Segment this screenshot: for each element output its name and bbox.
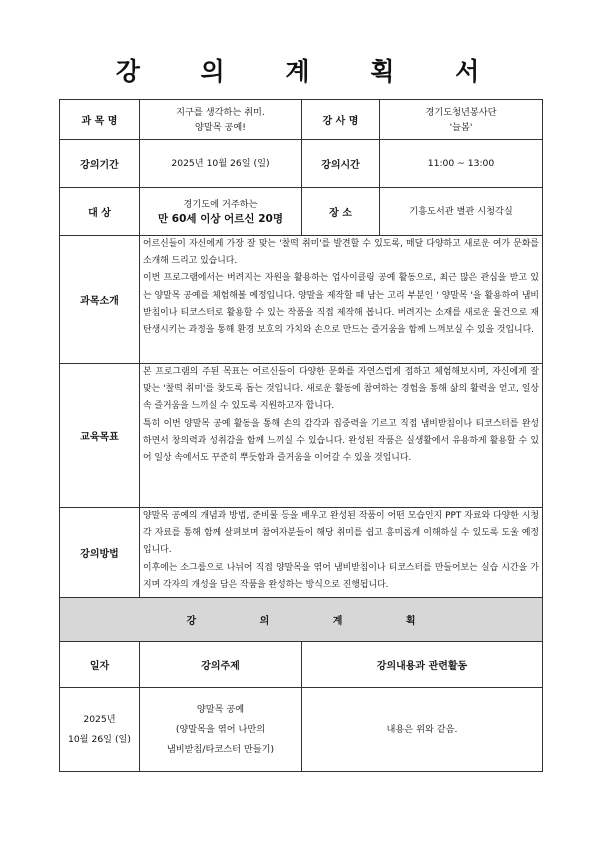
period-row: [60, 140, 543, 188]
target-label: 대 상: [60, 188, 140, 236]
goal-text: [140, 364, 543, 508]
intro-text: [140, 236, 543, 364]
instructor-value: [380, 100, 543, 140]
course-value: [140, 100, 302, 140]
target-row: [60, 188, 543, 236]
plan-row-date-line2: 10월 26일 (일): [67, 733, 132, 745]
goal-label: 교육목표: [60, 364, 140, 508]
plan-row-date-line1: 2025년: [83, 713, 116, 725]
method-text: [140, 508, 543, 598]
intro-paragraph-2: 이번 프로그램에서는 버려지는 자원을 활용하는 업사이클링 공예 활동으로, 최근 많은 관심을 받고 있는 양말목 공예를 체험해볼 예정입니다. 양말을 제작할 때 남는 고리 부분인 ' 양말목 '을 활용하여 냄비받침이나 티코스터로 활용할 수 있는 작품을 직접 제작해 봅니다. 버려지는 소재를 새로운 물건으로 재탄생시키는 과정을 통해 환경 보호의 가치와 손으로 만드는 즐거움을 함께 느껴보실 수 있을 것입니다.: [143, 273, 539, 336]
target-value: [140, 188, 302, 236]
plan-row-content: 내용은 위와 같음.: [302, 688, 543, 772]
plan-header-topic: 강의주제: [140, 642, 302, 688]
plan-row-topic-line2: (양말목을 엮어 나만의: [175, 723, 266, 735]
plan-band-row: [60, 598, 543, 642]
instructor-line1: 경기도청년봉사단: [425, 106, 497, 118]
plan-row-topic-line1: 양말목 공예: [196, 703, 245, 715]
plan-header-row: [60, 642, 543, 688]
method-label: 강의방법: [60, 508, 140, 598]
place-label: 장 소: [302, 188, 380, 236]
plan-row-topic-line3: 냄비받침/타코스터 만들기): [166, 743, 275, 755]
lecture-plan-table: [59, 99, 543, 772]
plan-row-date: [60, 688, 140, 772]
course-row: [60, 100, 543, 140]
period-value: 2025년 10월 26일 (일): [140, 140, 302, 188]
method-paragraph-2: 이후에는 소그룹으로 나뉘어 직접 양말목을 엮어 냄비받침이나 티코스터를 만들어보는 실습 시간을 가지며 각자의 개성을 담은 작품을 완성하는 방식으로 진행됩니다.: [143, 562, 539, 590]
course-label: 과 목 명: [60, 100, 140, 140]
place-value: 기흥도서관 별관 시청각실: [380, 188, 543, 236]
plan-row: [60, 688, 543, 772]
time-value: 11:00 ~ 13:00: [380, 140, 543, 188]
target-line2: 만 60세 이상 어르신 20명: [158, 212, 283, 225]
target-line1: 경기도에 거주하는: [183, 198, 258, 210]
goal-paragraph-2: 특히 이번 양말목 공예 활동을 통해 손의 감각과 집중력을 기르고 직접 냄비받침이나 티코스터를 완성하면서 창의력과 성취감을 함께 느끼실 수 있습니다. 완성된 작품은 실생활에서 유용하게 활용할 수 있어 일상 속에서도 꾸준히 뿌듯함과 즐거움을 이어갈 수 있을 것입니다.: [143, 418, 539, 464]
course-value-line1: 지구를 생각하는 취미.: [176, 106, 265, 118]
intro-row: [60, 236, 543, 364]
plan-header-date: 일자: [60, 642, 140, 688]
method-paragraph-1: 양말목 공예의 개념과 방법, 준비물 등을 배우고 완성된 작품이 어떤 모습인지 PPT 자료와 다양한 시청각 자료를 통해 함께 살펴보며 참여자분들이 해당 취미를 쉽고 흥미롭게 이해하실 수 있도록 도울 예정입니다.: [143, 511, 539, 556]
goal-paragraph-1: 본 프로그램의 주된 목표는 어르신들이 다양한 문화를 자연스럽게 접하고 체험해보시며, 자신에게 잘 맞는 '찰떡 취미'를 찾도록 돕는 것입니다. 새로운 활동에 참여하는 경험을 통해 삶의 활력을 얻고, 일상 속 즐거움을 느끼실 수 있도록 지원하고자 합니다.: [143, 367, 539, 412]
instructor-line2: '늘봄': [449, 121, 473, 133]
intro-label: 과목소개: [60, 236, 140, 364]
plan-row-topic: [140, 688, 302, 772]
goal-row: [60, 364, 543, 508]
intro-paragraph-1: 어르신들이 자신에게 가장 잘 맞는 '찰떡 취미'를 발견할 수 있도록, 매달 다양하고 새로운 여가 문화를 소개해 드리고 있습니다.: [143, 239, 539, 267]
plan-band: 강 의 계 획: [60, 598, 543, 642]
plan-header-content: 강의내용과 관련활동: [302, 642, 543, 688]
course-value-line2: 양말목 공예!: [195, 121, 246, 133]
method-row: [60, 508, 543, 598]
time-label: 강의시간: [302, 140, 380, 188]
document-title: 강 의 계 획 서: [115, 57, 506, 86]
instructor-label: 강 사 명: [302, 100, 380, 140]
period-label: 강의기간: [60, 140, 140, 188]
